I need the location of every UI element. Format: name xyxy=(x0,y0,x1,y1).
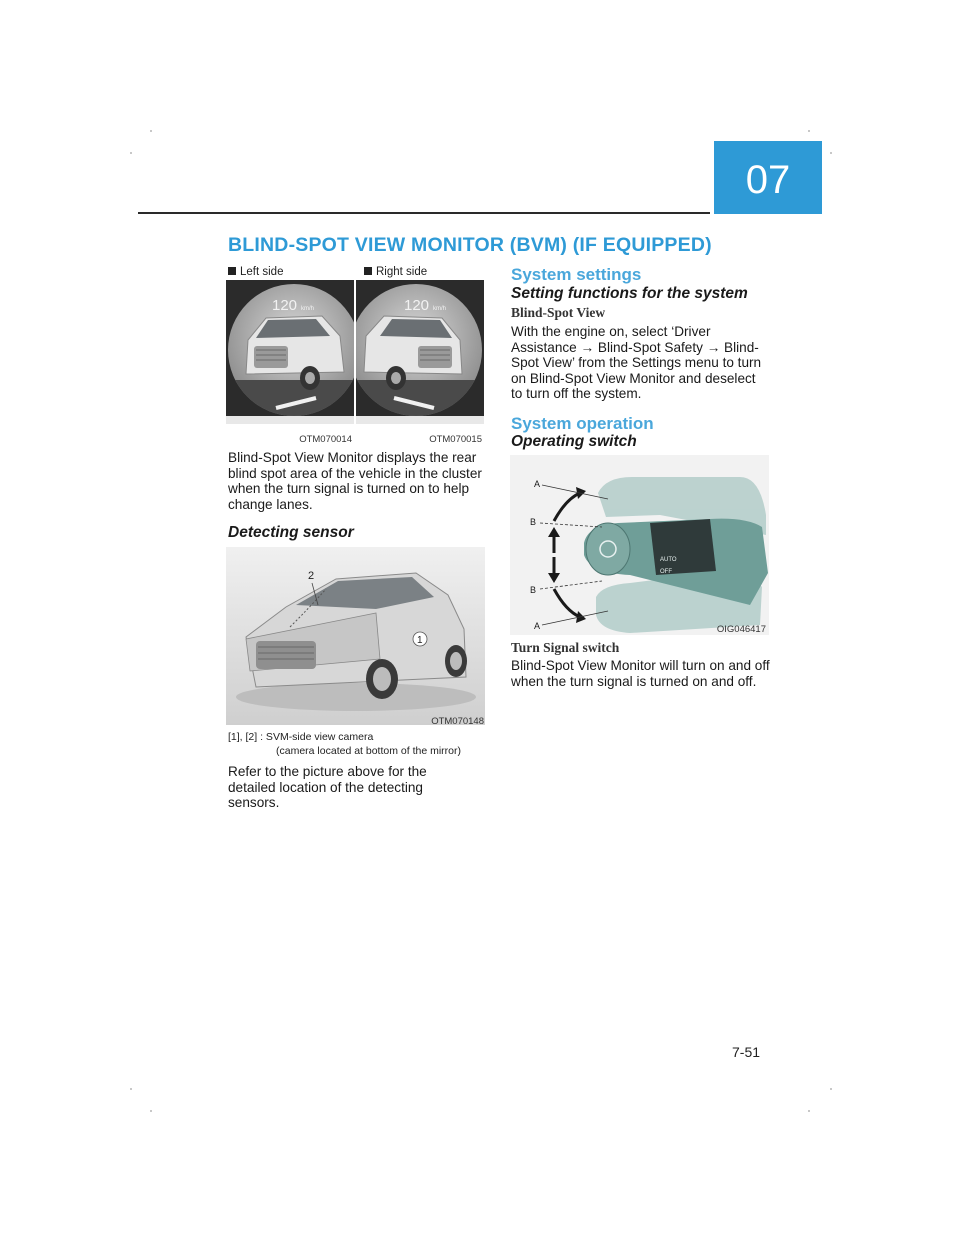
intro-paragraph: Blind-Spot View Monitor displays the rear blind spot area of the vehicle in the cluster when the turn signal is turned on to help change lanes. xyxy=(228,450,482,512)
figure-code-right: OTM070015 xyxy=(429,434,482,445)
trim-mark xyxy=(130,152,132,154)
speed-readout: 120 xyxy=(404,297,430,314)
chapter-tab: 07 xyxy=(714,141,822,214)
label-a-bottom: A xyxy=(534,621,541,631)
trim-mark xyxy=(830,152,832,154)
left-side-caption: Left side xyxy=(228,266,283,278)
label-b-top: B xyxy=(530,517,537,527)
bullet-square-icon xyxy=(228,267,236,275)
label-a-top: A xyxy=(534,479,541,489)
lever-auto-label: AUTO xyxy=(660,557,677,563)
trim-mark xyxy=(830,1088,832,1090)
right-side-caption: Right side xyxy=(364,266,427,278)
lever-off-label: OFF xyxy=(660,569,672,575)
blind-spot-view-paragraph: With the engine on, select ‘Driver Assistance → Blind-Spot Safety → Blind-Spot View’ from the Settings menu to turn on Blind-Spot View Monitor and deselect to turn off the system. xyxy=(511,324,762,401)
detecting-sensor-figure xyxy=(226,547,485,725)
lever-image xyxy=(510,455,769,635)
turn-signal-switch-heading: Turn Signal switch xyxy=(511,640,620,655)
blind-spot-view-heading: Blind-Spot View xyxy=(511,305,606,320)
right-side-view-image xyxy=(356,280,484,424)
system-operation-heading: System operation xyxy=(511,414,654,433)
speed-unit: km/h xyxy=(433,306,447,312)
left-side-view-image xyxy=(226,280,354,424)
page-title: BLIND-SPOT VIEW MONITOR (BVM) (IF EQUIPPED) xyxy=(228,234,712,256)
turn-signal-paragraph: Blind-Spot View Monitor will turn on and off when the turn signal is turned on and off. xyxy=(511,658,770,689)
page-number: 7-51 xyxy=(732,1044,761,1060)
legend-line-1: [1], [2] : SVM-side view camera xyxy=(228,731,374,743)
trim-mark xyxy=(150,130,152,132)
callout-2: 2 xyxy=(308,570,315,582)
trim-mark xyxy=(130,1088,132,1090)
header-rule xyxy=(138,212,710,214)
right-side-view-figure xyxy=(356,280,484,424)
setting-functions-heading: Setting functions for the system xyxy=(511,285,748,302)
figure-code-lever: OIG046417 xyxy=(716,624,766,635)
figure-code-sensor: OTM070148 xyxy=(431,716,484,727)
speed-unit: km/h xyxy=(301,306,315,312)
trim-mark xyxy=(808,1110,810,1112)
left-side-view-figure xyxy=(226,280,354,424)
sensor-car-image xyxy=(226,547,485,725)
label-b-bottom: B xyxy=(530,585,537,595)
legend-line-2: (camera located at bottom of the mirror) xyxy=(276,745,461,757)
speed-readout: 120 xyxy=(272,297,298,314)
figure-code-left: OTM070014 xyxy=(299,434,352,445)
sensor-paragraph: Refer to the picture above for the detailed location of the detecting sensors. xyxy=(228,764,427,810)
turn-signal-lever-figure xyxy=(510,455,769,635)
callout-1: 1 xyxy=(417,635,423,646)
bullet-square-icon xyxy=(364,267,372,275)
system-settings-heading: System settings xyxy=(511,265,642,284)
detecting-sensor-heading: Detecting sensor xyxy=(228,524,354,541)
trim-mark xyxy=(808,130,810,132)
operating-switch-heading: Operating switch xyxy=(511,433,637,450)
trim-mark xyxy=(150,1110,152,1112)
